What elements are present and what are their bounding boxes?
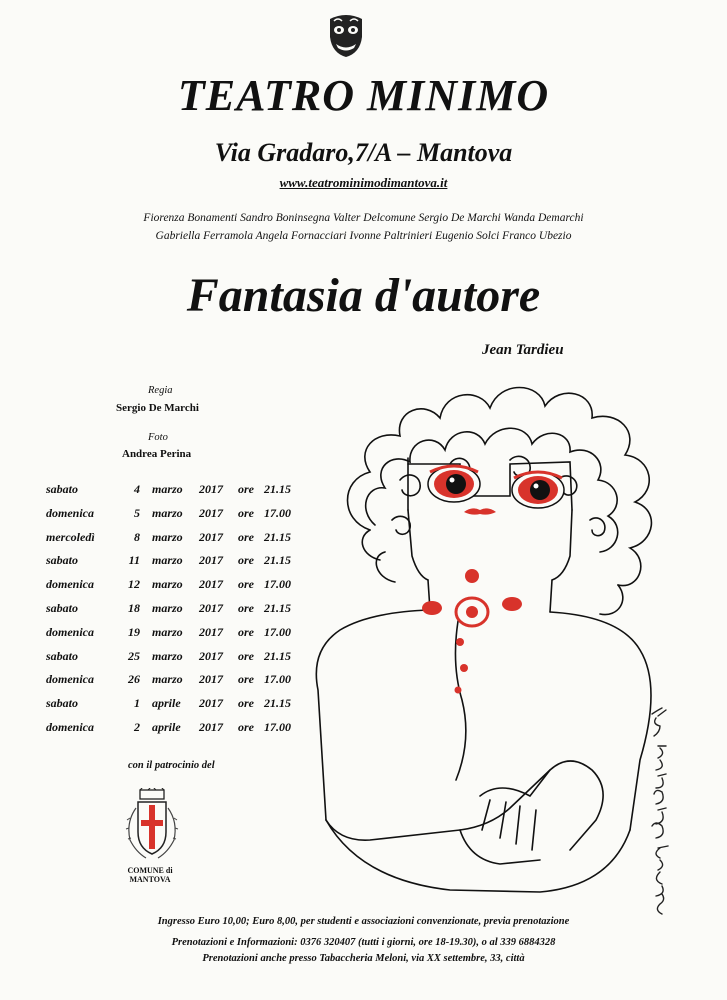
cast-line-1: Fiorenza Bonamenti Sandro Boninsegna Valter Delcomune Sergio De Marchi Wanda Demarchi — [143, 212, 584, 224]
schedule-ore: ore — [238, 696, 254, 711]
schedule-row — [46, 553, 296, 577]
schedule-time: 17.00 — [264, 505, 291, 520]
schedule-time: 21.15 — [264, 482, 291, 496]
schedule-year: 2017 — [199, 529, 223, 544]
schedule-month: marzo — [152, 624, 183, 639]
schedule-time: 21.15 — [264, 553, 291, 568]
schedule-row — [46, 696, 296, 720]
schedule-ore: ore — [238, 577, 254, 592]
schedule-ore: ore — [238, 553, 254, 568]
footer-tickets-location: Prenotazioni anche presso Tabaccheria Meloni, via XX settembre, 33, città — [202, 953, 525, 964]
schedule-day: domenica — [46, 672, 94, 687]
schedule-date: 19 — [128, 624, 140, 639]
schedule-ore: ore — [238, 529, 254, 544]
schedule-ore: ore — [238, 505, 254, 520]
schedule-row — [46, 601, 296, 625]
schedule-ore: ore — [238, 648, 254, 663]
schedule-year: 2017 — [199, 696, 223, 711]
schedule-year: 2017 — [199, 624, 223, 639]
schedule-time: 17.00 — [264, 672, 291, 687]
direction-name: Sergio De Marchi — [116, 402, 199, 414]
photo-label: Foto — [148, 432, 168, 443]
schedule-date: 8 — [134, 529, 140, 544]
patronage-text: con il patrocinio del — [128, 760, 215, 771]
schedule-date: 2 — [134, 719, 140, 734]
schedule-date: 5 — [134, 505, 140, 520]
footer-prices: Ingresso Euro 10,00; Euro 8,00, per studenti e associazioni convenzionate, previa prenotazione — [157, 916, 570, 927]
schedule-date: 25 — [128, 648, 140, 663]
theatre-mask-logo — [326, 13, 366, 59]
schedule-date: 18 — [128, 600, 140, 615]
schedule-time: 21.15 — [264, 600, 291, 615]
schedule-day: domenica — [46, 577, 94, 592]
schedule-day: domenica — [46, 505, 94, 520]
comune-label-line1: COMUNE di — [127, 866, 173, 875]
play-author: Jean Tardieu — [482, 342, 564, 358]
comune-crest-icon — [124, 788, 180, 864]
schedule-row — [46, 530, 296, 554]
comune-label-line2: MANTOVA — [129, 875, 171, 884]
schedule-date: 26 — [128, 672, 140, 687]
schedule-month: marzo — [152, 600, 183, 615]
schedule-row — [46, 672, 296, 696]
schedule-month: marzo — [152, 529, 183, 544]
website-link[interactable]: www.teatrominimodimantova.it — [279, 175, 448, 190]
schedule-month: marzo — [152, 553, 183, 568]
schedule-month: marzo — [152, 577, 183, 592]
schedule-ore: ore — [238, 482, 254, 496]
schedule-year: 2017 — [199, 553, 223, 568]
schedule-day: sabato — [46, 648, 79, 663]
schedule-row — [46, 577, 296, 601]
schedule-date: 1 — [134, 696, 140, 711]
schedule-ore: ore — [238, 600, 254, 615]
schedule-year: 2017 — [199, 600, 223, 615]
theatre-address: Via Gradaro,7/A – Mantova — [214, 138, 513, 167]
schedule-day: sabato — [46, 696, 79, 711]
schedule-month: marzo — [152, 482, 183, 496]
schedule-year: 2017 — [199, 505, 223, 520]
schedule-day: sabato — [46, 482, 79, 496]
schedule-date: 11 — [128, 553, 140, 568]
schedule-row — [46, 720, 296, 744]
schedule-time: 17.00 — [264, 577, 291, 592]
schedule-time: 17.00 — [264, 719, 291, 734]
theatre-name: TEATRO MINIMO — [177, 71, 550, 120]
schedule-row — [46, 649, 296, 673]
direction-label: Regia — [148, 385, 173, 396]
schedule-year: 2017 — [199, 648, 223, 663]
schedule-time: 21.15 — [264, 648, 291, 663]
schedule-day: sabato — [46, 600, 79, 615]
artist-signature — [632, 700, 682, 920]
schedule-month: marzo — [152, 505, 183, 520]
schedule-row — [46, 506, 296, 530]
schedule-row — [46, 482, 296, 506]
play-title: Fantasia d'autore — [186, 269, 541, 322]
schedule-time: 17.00 — [264, 624, 291, 639]
schedule-year: 2017 — [199, 672, 223, 687]
schedule-month: marzo — [152, 672, 183, 687]
schedule-year: 2017 — [199, 719, 223, 734]
schedule-time: 21.15 — [264, 529, 291, 544]
schedule-year: 2017 — [199, 482, 223, 496]
performance-schedule — [46, 482, 296, 744]
photo-name: Andrea Perina — [122, 448, 192, 460]
schedule-year: 2017 — [199, 577, 223, 592]
schedule-date: 12 — [128, 577, 140, 592]
schedule-ore: ore — [238, 672, 254, 687]
schedule-ore: ore — [238, 624, 254, 639]
schedule-day: mercoledì — [46, 529, 95, 544]
footer-bookings: Prenotazioni e Informazioni: 0376 320407 (tutti i giorni, ore 18-19.30), o al 339 6884328 — [171, 937, 556, 948]
schedule-month: aprile — [152, 696, 181, 711]
schedule-month: aprile — [152, 719, 181, 734]
schedule-day: domenica — [46, 719, 94, 734]
comune-label — [122, 866, 178, 884]
schedule-ore: ore — [238, 719, 254, 734]
schedule-day: domenica — [46, 624, 94, 639]
schedule-day: sabato — [46, 553, 79, 568]
schedule-date: 4 — [134, 482, 140, 496]
schedule-row — [46, 625, 296, 649]
cast-line-2: Gabriella Ferramola Angela Fornacciari Ivonne Paltrinieri Eugenio Solci Franco Ubezio — [155, 230, 572, 242]
schedule-time: 21.15 — [264, 696, 291, 711]
schedule-month: marzo — [152, 648, 183, 663]
